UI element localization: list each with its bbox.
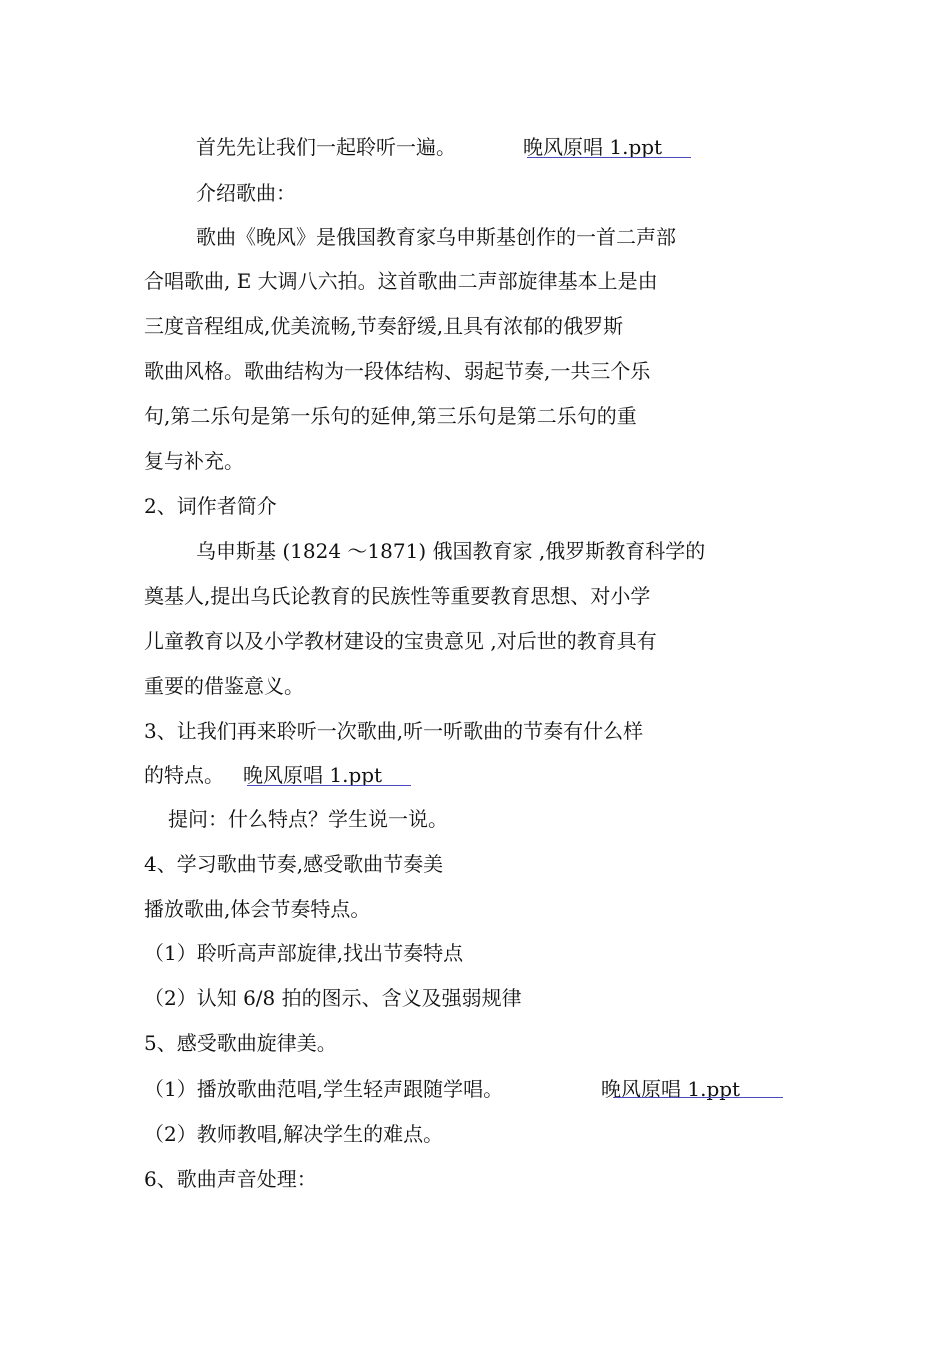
text-line: 介绍歌曲： [196,181,296,205]
text-line: 首先先让我们一起聆听一遍。 [196,135,456,159]
list-item: （2）认知 6/8 拍的图示、含义及强弱规律 [144,986,522,1010]
section-heading: 2、词作者简介 [144,494,277,518]
link-underline [247,785,411,786]
section-heading: 4、学习歌曲节奏,感受歌曲节奏美 [144,852,444,876]
ppt-attachment-link[interactable]: 晚风原唱 1.ppt [601,1077,741,1101]
text-line: 歌曲风格。歌曲结构为一段体结构、弱起节奏,一共三个乐 [144,359,651,383]
section-heading: 5、感受歌曲旋律美。 [144,1031,337,1055]
ppt-attachment-link[interactable]: 晚风原唱 1.ppt [523,135,663,159]
list-item: （1）聆听高声部旋律,找出节奏特点 [144,941,464,965]
text-line: 奠基人,提出乌氏论教育的民族性等重要教育思想、对小学 [144,584,651,608]
link-underline [527,157,691,158]
text-line: 三度音程组成,优美流畅,节奏舒缓,且具有浓郁的俄罗斯 [144,314,624,338]
text-line: 句,第二乐句是第一乐句的延伸,第三乐句是第二乐句的重 [144,404,637,428]
ppt-attachment-link[interactable]: 晚风原唱 1.ppt [243,763,383,787]
list-item: （1）播放歌曲范唱,学生轻声跟随学唱。 [144,1077,504,1101]
text-line: 歌曲《晚风》是俄国教育家乌申斯基创作的一首二声部 [196,225,676,249]
section-heading: 3、让我们再来聆听一次歌曲,听一听歌曲的节奏有什么样 [144,719,644,743]
text-line: 乌申斯基 (1824 ～1871) 俄国教育家 ,俄罗斯教育科学的 [196,539,706,563]
text-line: 播放歌曲,体会节奏特点。 [144,897,371,921]
list-item: （2）教师教唱,解决学生的难点。 [144,1122,444,1146]
text-line: 重要的借鉴意义。 [144,674,304,698]
section-heading: 6、歌曲声音处理： [144,1167,317,1191]
text-line: 合唱歌曲, E 大调八六拍。这首歌曲二声部旋律基本上是由 [144,269,658,293]
link-underline [613,1097,783,1098]
text-line: 的特点。 [144,763,224,787]
text-line: 提问：什么特点？学生说一说。 [168,807,448,831]
text-line: 儿童教育以及小学教材建设的宝贵意见 ,对后世的教育具有 [144,629,657,653]
text-line: 复与补充。 [144,449,244,473]
